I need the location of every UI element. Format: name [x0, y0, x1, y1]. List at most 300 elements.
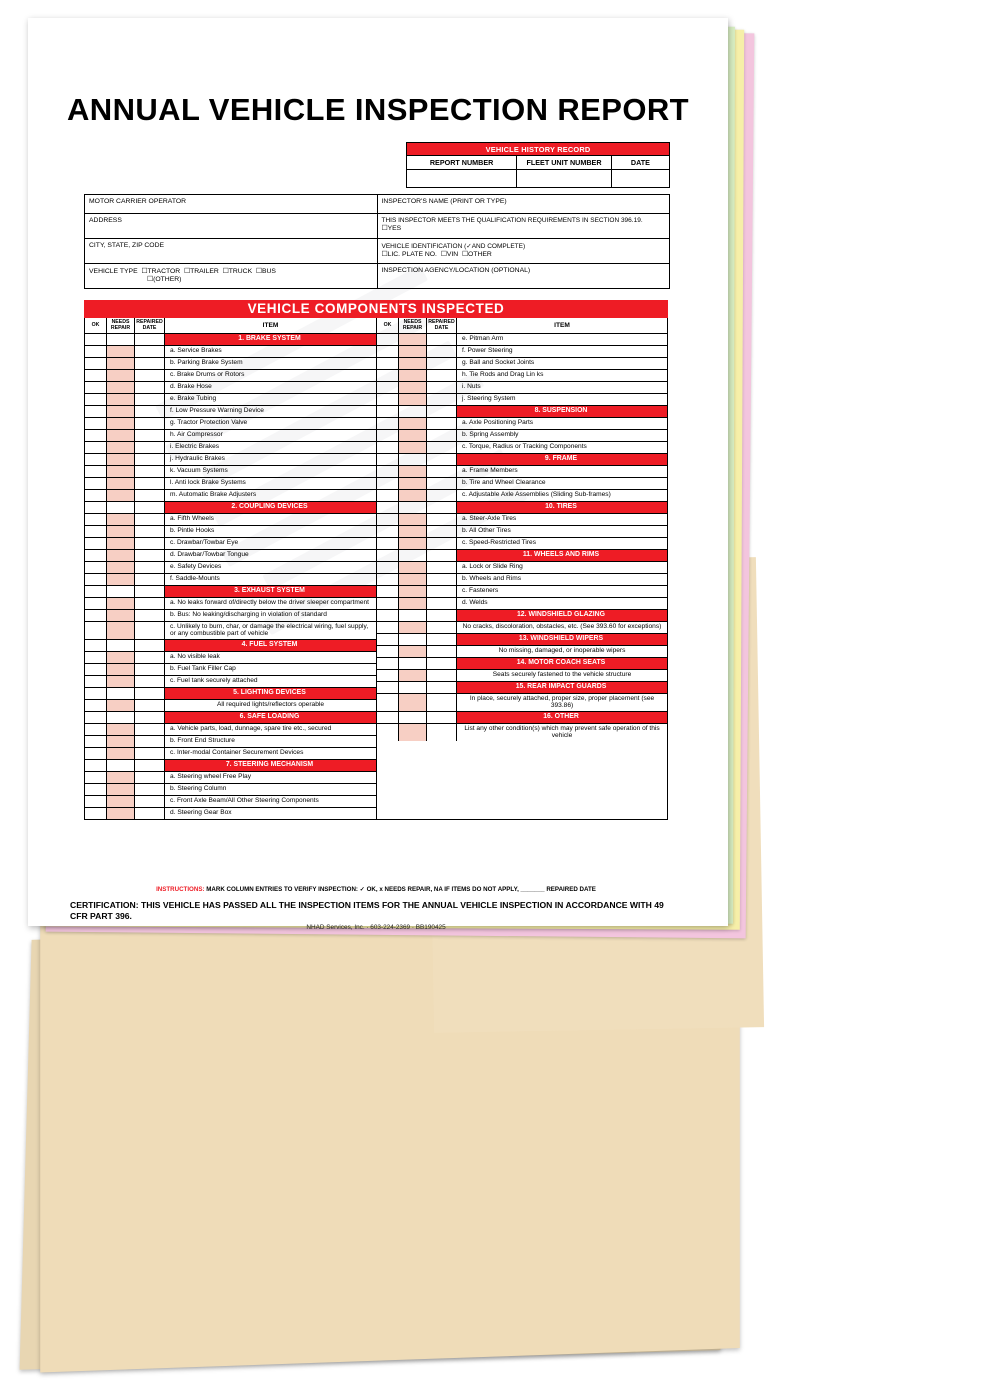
cell-ok[interactable] [377, 598, 399, 609]
cell-repaired-date[interactable] [135, 382, 165, 393]
cell-repaired-date[interactable] [135, 664, 165, 675]
cell-needs-repair[interactable] [399, 622, 427, 633]
inspection-row [85, 796, 376, 808]
cell-ok[interactable] [377, 394, 399, 405]
inspection-row [85, 442, 376, 454]
cell-needs-repair[interactable] [399, 358, 427, 369]
item-label: b. Fuel Tank Filler Cap [170, 664, 236, 672]
cell-needs-repair[interactable] [107, 490, 135, 501]
cell-needs-repair [107, 586, 135, 597]
cell-ok[interactable] [85, 808, 107, 819]
cell-ok [85, 712, 107, 723]
cell-needs-repair[interactable] [107, 784, 135, 795]
item-label: a. Steering wheel Free Play [170, 772, 251, 780]
vehicle-id-option-other-label: OTHER [468, 251, 492, 258]
cell-ok[interactable] [377, 724, 399, 741]
cell-ok[interactable] [85, 622, 107, 639]
cell-ok [377, 550, 399, 561]
cell-repaired-date[interactable] [135, 454, 165, 465]
inspection-row [85, 622, 376, 640]
cell-needs-repair[interactable] [399, 490, 427, 501]
cell-repaired-date [427, 502, 457, 513]
cell-ok[interactable] [85, 346, 107, 357]
cell-ok [377, 406, 399, 417]
cell-ok[interactable] [85, 526, 107, 537]
cell-needs-repair [107, 760, 135, 771]
cell-ok[interactable] [85, 664, 107, 675]
item-label: a. Fifth Wheels [170, 515, 214, 522]
cell-needs-repair[interactable] [399, 574, 427, 585]
cell-ok[interactable] [85, 538, 107, 549]
item-label: j. Steering System [462, 395, 516, 402]
cell-repaired-date[interactable] [135, 598, 165, 609]
cell-needs-repair[interactable] [399, 724, 427, 741]
cell-needs-repair[interactable] [107, 538, 135, 549]
item-label: b. Steering Column [170, 784, 227, 792]
cell-repaired-date[interactable] [135, 514, 165, 525]
cell-ok[interactable] [85, 478, 107, 489]
cell-repaired-date[interactable] [135, 808, 165, 819]
inspection-row [85, 562, 376, 574]
cell-needs-repair[interactable] [107, 550, 135, 561]
cell-repaired-date[interactable] [427, 724, 457, 741]
cell-ok[interactable] [85, 772, 107, 783]
inspection-row [85, 748, 376, 760]
item-label: a. Lock or Slide Ring [462, 563, 523, 570]
header-item: ITEM [554, 322, 570, 329]
cell-ok[interactable] [85, 700, 107, 711]
cell-needs-repair[interactable] [107, 664, 135, 675]
cell-needs-repair[interactable] [107, 574, 135, 585]
section-label: 13. WINDSHIELD WIPERS [457, 634, 667, 645]
cell-ok[interactable] [85, 748, 107, 759]
cell-repaired-date[interactable] [135, 394, 165, 405]
header-repaired-date: REPAIRED DATE [427, 318, 457, 333]
field-date[interactable] [612, 170, 669, 187]
cell-repaired-date[interactable] [135, 772, 165, 783]
section-label: 11. WHEELS AND RIMS [457, 550, 667, 561]
cell-ok[interactable] [377, 418, 399, 429]
cell-needs-repair[interactable] [399, 370, 427, 381]
cell-needs-repair[interactable] [107, 724, 135, 735]
item-label: e. Pitman Arm [462, 335, 504, 342]
cell-needs-repair[interactable] [107, 676, 135, 687]
section-header-row [377, 454, 667, 466]
cell-needs-repair[interactable] [399, 562, 427, 573]
field-qualification[interactable] [378, 214, 670, 238]
inspection-row [85, 538, 376, 550]
cell-ok[interactable] [377, 490, 399, 501]
cell-repaired-date[interactable] [135, 418, 165, 429]
inspection-row [85, 394, 376, 406]
cell-repaired-date[interactable] [135, 442, 165, 453]
cell-repaired-date[interactable] [135, 700, 165, 711]
inspection-row [377, 574, 667, 586]
cell-repaired-date[interactable] [135, 466, 165, 477]
inspection-row [377, 694, 667, 712]
cell-ok[interactable] [85, 796, 107, 807]
inspection-row [85, 382, 376, 394]
cell-repaired-date[interactable] [427, 574, 457, 585]
cell-repaired-date[interactable] [427, 670, 457, 681]
cell-needs-repair[interactable] [399, 430, 427, 441]
cell-ok[interactable] [377, 358, 399, 369]
cell-repaired-date[interactable] [427, 466, 457, 477]
vehicle-identification-label: VEHICLE IDENTIFICATION (✓AND COMPLETE) [381, 243, 526, 250]
cell-needs-repair[interactable] [107, 526, 135, 537]
cell-needs-repair [107, 640, 135, 651]
cell-needs-repair[interactable] [107, 562, 135, 573]
cell-needs-repair[interactable] [399, 394, 427, 405]
cell-ok[interactable] [85, 562, 107, 573]
vehicle-type-option-tractor[interactable]: ☐TRACTOR [139, 268, 181, 275]
field-vehicle-type[interactable] [85, 264, 378, 288]
item-label: d. Welds [462, 599, 488, 606]
cell-needs-repair[interactable] [399, 598, 427, 609]
field-inspection-agency[interactable]: INSPECTION AGENCY/LOCATION (OPTIONAL) [381, 267, 531, 274]
cell-repaired-date[interactable] [135, 676, 165, 687]
item-label: e. Safety Devices [170, 563, 222, 570]
cell-needs-repair[interactable] [107, 748, 135, 759]
section-label: 15. REAR IMPACT GUARDS [457, 682, 667, 693]
vehicle-id-option-vin[interactable]: ☐VIN [438, 251, 459, 258]
inspection-row [377, 382, 667, 394]
cell-ok[interactable] [85, 550, 107, 561]
section-label: 7. STEERING MECHANISM [165, 760, 376, 771]
inspection-row [377, 478, 667, 490]
cell-needs-repair[interactable] [107, 796, 135, 807]
qualification-text: THIS INSPECTOR MEETS THE QUALIFICATION REQUIREMENTS IN SECTION 396.19. [381, 217, 643, 224]
cell-repaired-date[interactable] [427, 526, 457, 537]
inspection-row [377, 490, 667, 502]
cell-needs-repair[interactable] [107, 598, 135, 609]
cell-ok[interactable] [85, 454, 107, 465]
inspection-row [377, 562, 667, 574]
inspection-row [85, 418, 376, 430]
cell-repaired-date[interactable] [135, 610, 165, 621]
cell-repaired-date[interactable] [427, 622, 457, 633]
cell-needs-repair[interactable] [399, 526, 427, 537]
header-ok: OK [377, 318, 399, 333]
cell-ok[interactable] [377, 622, 399, 633]
cell-ok[interactable] [85, 676, 107, 687]
cell-repaired-date[interactable] [427, 382, 457, 393]
header-needs-repair: NEEDS REPAIR [399, 318, 427, 333]
inspection-row [377, 724, 667, 741]
cell-ok[interactable] [377, 442, 399, 453]
cell-ok[interactable] [377, 346, 399, 357]
cell-ok[interactable] [85, 598, 107, 609]
cell-ok[interactable] [377, 670, 399, 681]
cell-ok[interactable] [85, 574, 107, 585]
cell-ok[interactable] [85, 724, 107, 735]
header-needs-repair: NEEDS REPAIR [107, 318, 135, 333]
cell-needs-repair[interactable] [107, 442, 135, 453]
vehicle-type-option-bus[interactable]: ☐BUS [254, 268, 276, 275]
cell-repaired-date[interactable] [135, 406, 165, 417]
cell-repaired-date[interactable] [427, 562, 457, 573]
cell-needs-repair[interactable] [107, 652, 135, 663]
cell-needs-repair[interactable] [399, 334, 427, 345]
vehicle-type-option-truck-label: TRUCK [228, 268, 253, 275]
cell-needs-repair[interactable] [107, 382, 135, 393]
cell-needs-repair[interactable] [107, 736, 135, 747]
vehicle-history-record [406, 142, 670, 188]
cell-ok[interactable] [85, 784, 107, 795]
cell-ok[interactable] [377, 646, 399, 657]
cell-repaired-date[interactable] [427, 334, 457, 345]
cell-needs-repair [399, 634, 427, 645]
cell-repaired-date[interactable] [427, 694, 457, 711]
item-label: d. Steering Gear Box [170, 808, 232, 816]
instructions-text: MARK COLUMN ENTRIES TO VERIFY INSPECTION: ✓ OK, x NEEDS REPAIR, NA IF ITEMS DO NOT APPLY, _______ REPAIRED DATE [206, 886, 596, 893]
inspection-row [85, 406, 376, 418]
cell-ok[interactable] [377, 430, 399, 441]
cell-needs-repair[interactable] [399, 466, 427, 477]
cell-ok[interactable] [377, 526, 399, 537]
inspection-row [377, 466, 667, 478]
cell-needs-repair[interactable] [107, 454, 135, 465]
cell-repaired-date[interactable] [427, 418, 457, 429]
item-label: a. Axle Positioning Parts [462, 419, 534, 426]
cell-needs-repair[interactable] [107, 394, 135, 405]
cell-repaired-date [427, 550, 457, 561]
cell-needs-repair[interactable] [107, 406, 135, 417]
cell-repaired-date[interactable] [135, 784, 165, 795]
cell-needs-repair [107, 502, 135, 513]
cell-ok[interactable] [377, 538, 399, 549]
cell-repaired-date[interactable] [427, 490, 457, 501]
field-inspector-name[interactable]: INSPECTOR'S NAME (PRINT OR TYPE) [381, 198, 507, 205]
cell-repaired-date[interactable] [427, 358, 457, 369]
vehicle-id-option-lic-plate[interactable]: ☐LIC. PLATE NO. [381, 251, 437, 258]
cell-needs-repair[interactable] [399, 442, 427, 453]
header-item: ITEM [262, 322, 279, 329]
section-header-row [85, 640, 376, 652]
vehicle-history-title: VEHICLE HISTORY RECORD [407, 143, 669, 155]
cell-ok [377, 712, 399, 723]
cell-needs-repair[interactable] [107, 772, 135, 783]
cell-repaired-date [427, 610, 457, 621]
inspection-row [85, 652, 376, 664]
cell-needs-repair[interactable] [107, 700, 135, 711]
cell-repaired-date[interactable] [135, 346, 165, 357]
item-label: e. Brake Tubing [170, 395, 217, 402]
cell-repaired-date[interactable] [135, 358, 165, 369]
inspection-row [85, 466, 376, 478]
cell-needs-repair[interactable] [107, 622, 135, 639]
section-header-row [377, 712, 667, 724]
cell-ok[interactable] [85, 514, 107, 525]
field-fleet-unit-number[interactable] [517, 170, 612, 187]
cell-ok[interactable] [85, 610, 107, 621]
cell-ok [377, 502, 399, 513]
cell-ok[interactable] [85, 394, 107, 405]
cell-needs-repair[interactable] [107, 466, 135, 477]
cell-repaired-date[interactable] [135, 796, 165, 807]
cell-ok[interactable] [377, 382, 399, 393]
item-label: c. Drawbar/Towbar Eye [170, 539, 239, 546]
cell-needs-repair[interactable] [107, 430, 135, 441]
cell-needs-repair[interactable] [399, 478, 427, 489]
cell-repaired-date[interactable] [135, 574, 165, 585]
cell-ok[interactable] [85, 418, 107, 429]
cell-repaired-date[interactable] [427, 478, 457, 489]
section-header-row [377, 658, 667, 670]
cell-needs-repair[interactable] [107, 808, 135, 819]
item-label: All required lights/reflectors operable [216, 700, 325, 708]
cell-repaired-date[interactable] [135, 652, 165, 663]
cell-ok [377, 634, 399, 645]
cell-repaired-date[interactable] [135, 562, 165, 573]
cell-needs-repair [107, 688, 135, 699]
inspection-row [377, 430, 667, 442]
cell-repaired-date[interactable] [427, 370, 457, 381]
item-label: a. Frame Members [462, 467, 518, 474]
field-address[interactable]: ADDRESS [85, 214, 378, 238]
cell-ok[interactable] [85, 652, 107, 663]
section-header-row [85, 334, 376, 346]
cell-ok[interactable] [377, 466, 399, 477]
item-label: c. Speed-Restricted Tires [462, 539, 537, 546]
cell-repaired-date[interactable] [427, 394, 457, 405]
cell-ok[interactable] [377, 586, 399, 597]
column-header-right [377, 318, 667, 334]
cell-repaired-date[interactable] [427, 598, 457, 609]
cell-needs-repair[interactable] [399, 538, 427, 549]
cell-needs-repair[interactable] [107, 610, 135, 621]
section-header-row [85, 712, 376, 724]
cell-ok[interactable] [377, 694, 399, 711]
inspection-row [85, 598, 376, 610]
vehicle-type-option-truck[interactable]: ☐TRUCK [220, 268, 253, 275]
vehicle-type-option-other-label: (OTHER) [153, 276, 182, 283]
cell-ok[interactable] [377, 334, 399, 345]
cell-ok[interactable] [377, 370, 399, 381]
instructions-line [84, 886, 668, 893]
section-label: 5. LIGHTING DEVICES [165, 688, 376, 699]
field-city-state-zip[interactable]: CITY, STATE, ZIP CODE [85, 239, 378, 263]
column-header-left [85, 318, 376, 334]
cell-needs-repair[interactable] [399, 514, 427, 525]
cell-ok [85, 502, 107, 513]
cell-repaired-date[interactable] [427, 586, 457, 597]
certification-text: CERTIFICATION: THIS VEHICLE HAS PASSED ALL THE INSPECTION ITEMS FOR THE ANNUAL VEHICLE INSPECTION IN ACCORDANCE WITH 49 CFR PART 396. [70, 900, 664, 921]
section-header-row [85, 688, 376, 700]
cell-repaired-date[interactable] [135, 538, 165, 549]
footer-credit: NHAD Services, Inc. · 603-224-2369 · BB190425 [306, 924, 446, 931]
vehicle-type-option-trailer[interactable]: ☐TRAILER [182, 268, 219, 275]
inspection-row [85, 478, 376, 490]
inspection-row [377, 514, 667, 526]
cell-needs-repair [399, 610, 427, 621]
cell-repaired-date [135, 640, 165, 651]
vehicle-type-option-other[interactable]: ☐(OTHER) [147, 276, 182, 283]
cell-repaired-date [427, 682, 457, 693]
cell-needs-repair [399, 712, 427, 723]
cell-needs-repair[interactable] [107, 370, 135, 381]
cell-ok[interactable] [85, 466, 107, 477]
cell-repaired-date[interactable] [427, 430, 457, 441]
qualification-checkbox[interactable]: ☐YES [381, 225, 402, 232]
inspection-row [377, 394, 667, 406]
cell-repaired-date[interactable] [135, 370, 165, 381]
cell-ok[interactable] [85, 370, 107, 381]
cell-repaired-date[interactable] [427, 538, 457, 549]
cell-repaired-date[interactable] [135, 622, 165, 639]
cell-needs-repair[interactable] [399, 418, 427, 429]
inspection-row [85, 490, 376, 502]
section-label: 14. MOTOR COACH SEATS [457, 658, 667, 669]
cell-ok[interactable] [85, 430, 107, 441]
cell-needs-repair[interactable] [107, 478, 135, 489]
col-date: DATE [630, 158, 650, 167]
cell-repaired-date [135, 586, 165, 597]
cell-ok[interactable] [377, 574, 399, 585]
cell-needs-repair[interactable] [107, 358, 135, 369]
cell-repaired-date[interactable] [427, 514, 457, 525]
section-header-row [377, 682, 667, 694]
cell-repaired-date [427, 634, 457, 645]
cell-repaired-date[interactable] [135, 490, 165, 501]
inspection-row [85, 676, 376, 688]
item-label: m. Automatic Brake Adjusters [170, 491, 257, 498]
cell-needs-repair[interactable] [107, 514, 135, 525]
cell-ok[interactable] [377, 562, 399, 573]
cell-repaired-date[interactable] [135, 724, 165, 735]
cell-needs-repair[interactable] [399, 646, 427, 657]
inspection-row [377, 538, 667, 550]
inspection-row [377, 622, 667, 634]
header-repaired-date: REPAIRED DATE [135, 318, 165, 333]
item-label: i. Electric Brakes [170, 443, 220, 450]
cell-needs-repair[interactable] [399, 586, 427, 597]
cell-ok[interactable] [377, 514, 399, 525]
cell-ok[interactable] [85, 358, 107, 369]
cell-needs-repair[interactable] [399, 382, 427, 393]
cell-ok[interactable] [377, 478, 399, 489]
vehicle-id-option-lic-plate-label: LIC. PLATE NO. [387, 251, 437, 258]
cell-ok[interactable] [85, 382, 107, 393]
cell-needs-repair[interactable] [107, 418, 135, 429]
cell-needs-repair [399, 682, 427, 693]
cell-repaired-date[interactable] [135, 550, 165, 561]
cell-repaired-date[interactable] [135, 748, 165, 759]
cell-repaired-date[interactable] [135, 736, 165, 747]
cell-needs-repair[interactable] [399, 694, 427, 711]
vehicle-id-option-other[interactable]: ☐OTHER [460, 251, 492, 258]
cell-repaired-date[interactable] [427, 442, 457, 453]
cell-ok[interactable] [85, 736, 107, 747]
field-motor-carrier-operator[interactable]: MOTOR CARRIER OPERATOR [85, 195, 378, 213]
field-report-number[interactable] [407, 170, 517, 187]
field-vehicle-identification[interactable] [378, 239, 670, 263]
cell-needs-repair[interactable] [399, 346, 427, 357]
cell-ok[interactable] [85, 490, 107, 501]
cell-repaired-date[interactable] [427, 346, 457, 357]
qualification-option-label: YES [387, 225, 402, 232]
cell-needs-repair[interactable] [399, 670, 427, 681]
cell-repaired-date[interactable] [135, 526, 165, 537]
cell-repaired-date[interactable] [135, 478, 165, 489]
cell-repaired-date[interactable] [135, 430, 165, 441]
cell-needs-repair[interactable] [107, 346, 135, 357]
cell-ok[interactable] [85, 442, 107, 453]
cell-ok[interactable] [85, 406, 107, 417]
cell-repaired-date[interactable] [427, 646, 457, 657]
item-label: l. Anti lock Brake Systems [170, 479, 246, 486]
item-label: b. Tire and Wheel Clearance [462, 479, 546, 486]
